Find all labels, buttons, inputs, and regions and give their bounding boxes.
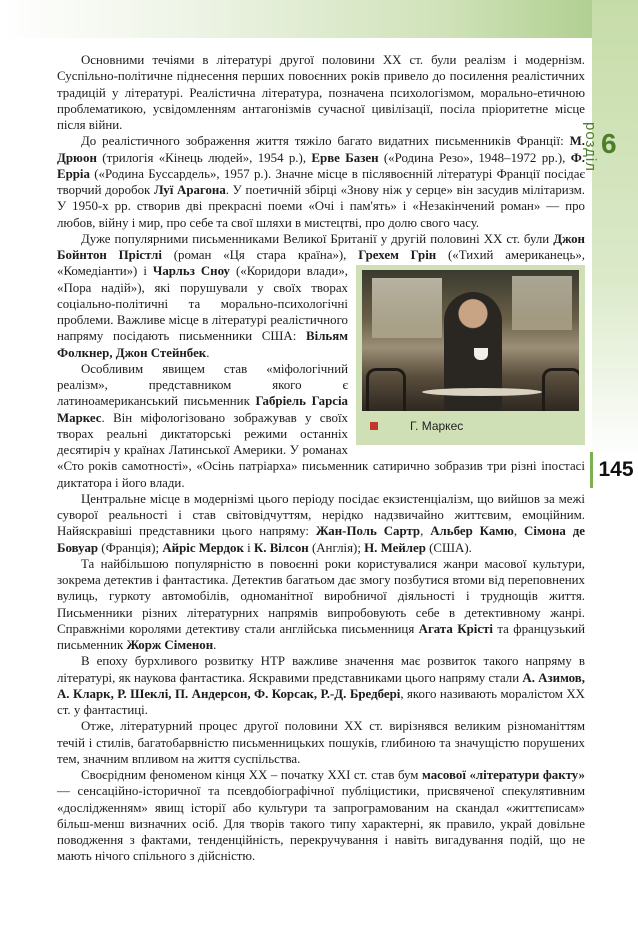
- figure-marquez: [356, 265, 585, 445]
- bullet-icon: [370, 422, 378, 430]
- photo-of-writer-icon: [362, 270, 579, 411]
- page-number: 145: [590, 452, 638, 488]
- paragraph-5: Центральне місце в модернізмі цього періоду посідає екзистенціалізм, що вийшов за межі суворої реальності і став світовідчуттям, нерідко надзвичайно життєвим, емоційним. Найяскравіші представники цього напряму: Жан-Поль Сартр, Альбер Камю, Сімона де Бовуар (Франція); Айріс Мердок і К. Вілсон (Англія); Н. Мейлер (США).: [57, 491, 585, 555]
- paragraph-9: Своєрідним феноменом кінця XX – початку XXI ст. став бум масової «літератури факту» — сенсаційно-історичної та псевдобіографічної публіцистики, присвяченої спекулятивним «дослідженням» явищ історії або культури та запрограмованим на скандал «життєписам» більш-менш визначних осіб. Для творів такого типу характерні, як правило, украй довільне поводження з фактами, тенденційність, перекручування і навіть вигадування подій, що не мають нічого спільного з дійсністю.: [57, 768, 585, 864]
- paragraph-4: Особливим явищем став «міфологічний реалізм», представником якого є латиноамериканський письменник Габріель Гарсіа Маркес. Він міфологізовано зображував у своїх творах реальні диктаторські режими останніх десятиріч у країнах Латинської Америки. У романах «Сто років самотності», «Осінь патріарха» письменник сатирично зобразив три різні іпостасі диктатора і його влади.: [57, 361, 585, 490]
- paragraph-3: Дуже популярними письменниками Великої Британії у другій половині XX ст. були Джон Бойнтон Прістлі (роман «Ця стара країна»), Грехем Грін («Тихий американець», «Комедіанти») і Г. Маркес Чарльз Сноу («Коридори влади», «Пора надій»), які порушували у своїх творах соціально-політичні та морально-психологічні проблеми. Важливе місце в літературі реалістичного напряму посідають письменники США: Вільям Фолкнер, Джон Стейнбек.: [57, 231, 585, 361]
- section-word: розділ: [582, 122, 599, 172]
- main-text: [57, 52, 585, 865]
- paragraph-7: В епоху бурхливого розвитку НТР важливе значення має розвиток такого напряму в літературі, як наукова фантастика. Яскравими представниками цього напряму стали А. Азимов, А. Кларк, Р. Шеклі, П. Андерсон, Ф. Корсак, Р.-Д. Бредбері, якого називають моралістом XX ст. у фантастиці.: [57, 654, 585, 717]
- section-number: 6: [601, 128, 617, 159]
- paragraph-2: До реалістичного зображення життя тяжіло багато видатних письменників Франції: М. Дрюон (трилогія «Кінець людей», 1954 р.), Ерве Базен («Родина Резо», 1948–1972 рр.), Ф. Ерріа («Родина Буссардель», 1957 р.). Значне місце в післявоєнній літературі Франції посідає творчий доробок Луї Арагона. У поетичній збірці «Знову ніж у серце» він засудив мілітаризм. У 1950-х рр. створив дві прекрасні поеми «Очі і пам'ять» і «Незакінчений роман» — про любов, війну і мир, про себе та свої шляхи в мистецтві, про долю свого часу.: [57, 134, 585, 230]
- section-label: [582, 38, 635, 172]
- paragraph-6: Та найбільшою популярністю в повоєнні роки користувалися жанри масової культури, зокрема детектив і фантастика. Детектив багатьом дає змогу позбутися втоми від переповнених вулиць, гуркоту автомобілів, одноманітної виробничої діяльності і труднощів життя. Письменники різних літературних напрямів випробовують себе в детективному жанрі. Справжніми королями детективу стали англійська письменниця Агата Крісті та французький письменник Жорж Сіменон.: [57, 556, 586, 652]
- header-band: [0, 0, 638, 38]
- figure-caption: Г. Маркес: [370, 418, 463, 434]
- paragraph-1: Основними течіями в літературі другої половини XX ст. були реалізм і модернізм. Суспільно-політичне піднесення перших повоєнних років привело до посилення реалістичних традицій у літературі. Реалістична література, позначена психологізмом, морально-етичною проблематикою, усвідомленням антагонізмів сучасної цивілізації, посіла пріоритетне місце після війни.: [57, 53, 585, 132]
- paragraph-8: Отже, літературний процес другої половини XX ст. вирізнявся великим різноманіттям течій і стилів, багатобарвністю письменницьких пошуків, глибиною та значущістю порушених тем, значним впливом на життя суспільства.: [57, 719, 585, 766]
